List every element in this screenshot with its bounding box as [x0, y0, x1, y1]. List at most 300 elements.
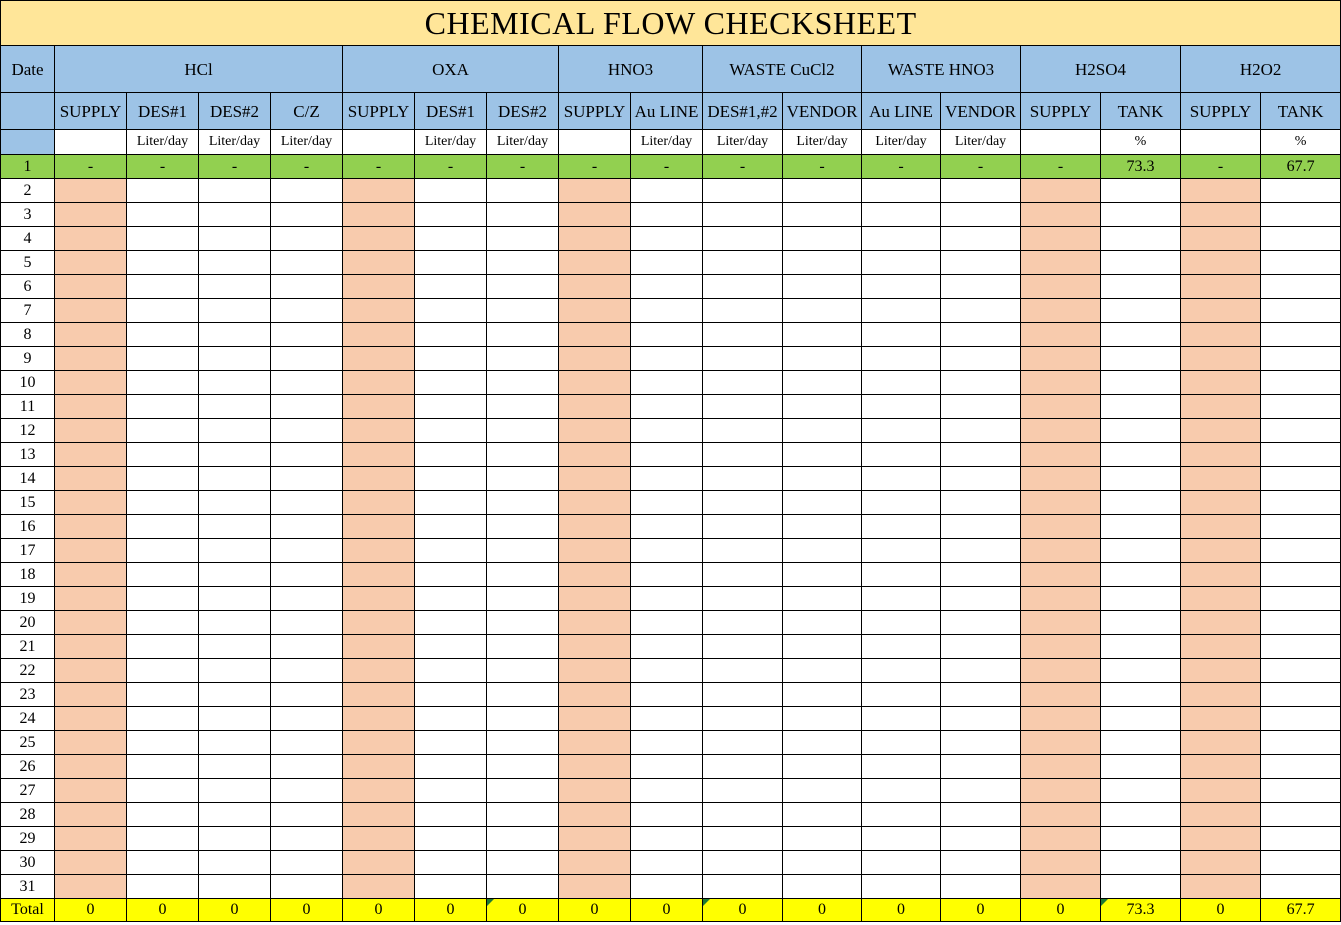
supply-input-cell[interactable] [55, 467, 127, 491]
input-cell[interactable] [862, 659, 941, 683]
input-cell[interactable] [1101, 371, 1181, 395]
input-cell[interactable] [127, 203, 199, 227]
supply-input-cell[interactable] [343, 539, 415, 563]
input-cell[interactable] [199, 587, 271, 611]
input-cell[interactable] [1101, 875, 1181, 899]
input-cell[interactable] [1261, 251, 1341, 275]
supply-input-cell[interactable] [559, 659, 631, 683]
supply-input-cell[interactable] [343, 827, 415, 851]
input-cell[interactable] [199, 395, 271, 419]
input-cell[interactable] [941, 683, 1021, 707]
supply-input-cell[interactable] [559, 851, 631, 875]
input-cell[interactable] [783, 755, 862, 779]
input-cell[interactable] [862, 563, 941, 587]
input-cell[interactable] [199, 659, 271, 683]
input-cell[interactable] [783, 779, 862, 803]
supply-input-cell[interactable] [1021, 419, 1101, 443]
input-cell[interactable] [631, 731, 703, 755]
input-cell[interactable] [271, 443, 343, 467]
input-cell[interactable] [415, 803, 487, 827]
input-cell[interactable] [487, 275, 559, 299]
input-cell[interactable] [1261, 659, 1341, 683]
supply-input-cell[interactable] [1021, 635, 1101, 659]
input-cell[interactable] [487, 443, 559, 467]
input-cell[interactable] [862, 587, 941, 611]
input-cell[interactable] [703, 323, 783, 347]
supply-input-cell[interactable] [559, 587, 631, 611]
supply-input-cell[interactable] [55, 395, 127, 419]
supply-input-cell[interactable] [1021, 611, 1101, 635]
input-cell[interactable] [199, 563, 271, 587]
input-cell[interactable] [127, 467, 199, 491]
input-cell[interactable] [1101, 419, 1181, 443]
input-cell[interactable] [862, 467, 941, 491]
supply-input-cell[interactable] [1021, 467, 1101, 491]
input-cell[interactable] [1261, 755, 1341, 779]
input-cell[interactable] [1261, 443, 1341, 467]
value-cell[interactable]: - [941, 155, 1021, 179]
input-cell[interactable] [1261, 779, 1341, 803]
input-cell[interactable] [271, 611, 343, 635]
input-cell[interactable] [199, 443, 271, 467]
input-cell[interactable] [271, 635, 343, 659]
value-cell[interactable]: 67.7 [1261, 155, 1341, 179]
input-cell[interactable] [703, 707, 783, 731]
input-cell[interactable] [783, 875, 862, 899]
input-cell[interactable] [487, 251, 559, 275]
supply-input-cell[interactable] [559, 179, 631, 203]
input-cell[interactable] [487, 395, 559, 419]
input-cell[interactable] [862, 827, 941, 851]
input-cell[interactable] [1261, 323, 1341, 347]
supply-input-cell[interactable] [559, 419, 631, 443]
input-cell[interactable] [487, 203, 559, 227]
input-cell[interactable] [1261, 875, 1341, 899]
input-cell[interactable] [487, 371, 559, 395]
value-cell[interactable]: - [127, 155, 199, 179]
supply-input-cell[interactable] [559, 371, 631, 395]
input-cell[interactable] [1261, 683, 1341, 707]
supply-input-cell[interactable] [55, 779, 127, 803]
supply-input-cell[interactable] [559, 515, 631, 539]
input-cell[interactable] [703, 515, 783, 539]
supply-input-cell[interactable] [1021, 443, 1101, 467]
input-cell[interactable] [862, 779, 941, 803]
supply-input-cell[interactable] [1181, 443, 1261, 467]
input-cell[interactable] [199, 467, 271, 491]
input-cell[interactable] [1101, 323, 1181, 347]
input-cell[interactable] [703, 635, 783, 659]
input-cell[interactable] [1101, 539, 1181, 563]
supply-input-cell[interactable] [55, 515, 127, 539]
supply-input-cell[interactable] [1021, 587, 1101, 611]
input-cell[interactable] [862, 803, 941, 827]
input-cell[interactable] [631, 491, 703, 515]
input-cell[interactable] [199, 779, 271, 803]
supply-input-cell[interactable] [55, 659, 127, 683]
input-cell[interactable] [127, 851, 199, 875]
supply-input-cell[interactable] [55, 371, 127, 395]
supply-input-cell[interactable] [559, 563, 631, 587]
input-cell[interactable] [631, 683, 703, 707]
supply-input-cell[interactable] [1181, 203, 1261, 227]
input-cell[interactable] [271, 179, 343, 203]
input-cell[interactable] [487, 419, 559, 443]
supply-input-cell[interactable] [343, 491, 415, 515]
input-cell[interactable] [1101, 395, 1181, 419]
input-cell[interactable] [1261, 827, 1341, 851]
input-cell[interactable] [271, 515, 343, 539]
input-cell[interactable] [1101, 203, 1181, 227]
supply-input-cell[interactable] [343, 683, 415, 707]
supply-input-cell[interactable] [1181, 539, 1261, 563]
input-cell[interactable] [631, 707, 703, 731]
supply-input-cell[interactable] [1021, 227, 1101, 251]
input-cell[interactable] [703, 611, 783, 635]
supply-input-cell[interactable] [1181, 227, 1261, 251]
input-cell[interactable] [127, 707, 199, 731]
supply-input-cell[interactable] [343, 755, 415, 779]
input-cell[interactable] [941, 731, 1021, 755]
input-cell[interactable] [703, 587, 783, 611]
value-cell[interactable]: - [199, 155, 271, 179]
input-cell[interactable] [199, 227, 271, 251]
input-cell[interactable] [415, 755, 487, 779]
supply-input-cell[interactable] [1181, 515, 1261, 539]
value-cell[interactable]: 73.3 [1101, 155, 1181, 179]
supply-input-cell[interactable] [559, 875, 631, 899]
input-cell[interactable] [862, 419, 941, 443]
supply-input-cell[interactable] [1021, 371, 1101, 395]
supply-input-cell[interactable] [1181, 611, 1261, 635]
input-cell[interactable] [415, 419, 487, 443]
input-cell[interactable] [862, 299, 941, 323]
supply-input-cell[interactable] [1181, 251, 1261, 275]
input-cell[interactable] [1101, 563, 1181, 587]
input-cell[interactable] [1261, 203, 1341, 227]
input-cell[interactable] [415, 731, 487, 755]
supply-input-cell[interactable] [1021, 491, 1101, 515]
supply-input-cell[interactable] [559, 323, 631, 347]
input-cell[interactable] [127, 371, 199, 395]
value-cell[interactable]: - [783, 155, 862, 179]
value-cell[interactable]: - [271, 155, 343, 179]
supply-input-cell[interactable] [343, 659, 415, 683]
supply-input-cell[interactable] [55, 563, 127, 587]
input-cell[interactable] [271, 827, 343, 851]
supply-input-cell[interactable] [559, 467, 631, 491]
supply-input-cell[interactable] [1181, 779, 1261, 803]
input-cell[interactable] [703, 539, 783, 563]
input-cell[interactable] [271, 707, 343, 731]
input-cell[interactable] [127, 419, 199, 443]
supply-input-cell[interactable] [343, 419, 415, 443]
input-cell[interactable] [127, 491, 199, 515]
value-cell[interactable]: - [559, 155, 631, 179]
input-cell[interactable] [271, 803, 343, 827]
input-cell[interactable] [271, 755, 343, 779]
input-cell[interactable] [415, 707, 487, 731]
supply-input-cell[interactable] [343, 299, 415, 323]
input-cell[interactable] [1261, 299, 1341, 323]
input-cell[interactable] [127, 443, 199, 467]
supply-input-cell[interactable] [343, 515, 415, 539]
input-cell[interactable] [631, 515, 703, 539]
input-cell[interactable] [1101, 251, 1181, 275]
input-cell[interactable] [783, 275, 862, 299]
supply-input-cell[interactable] [559, 203, 631, 227]
supply-input-cell[interactable] [1021, 515, 1101, 539]
input-cell[interactable] [631, 443, 703, 467]
input-cell[interactable] [127, 683, 199, 707]
input-cell[interactable] [415, 299, 487, 323]
input-cell[interactable] [941, 635, 1021, 659]
input-cell[interactable] [271, 659, 343, 683]
input-cell[interactable] [631, 395, 703, 419]
input-cell[interactable] [127, 539, 199, 563]
input-cell[interactable] [631, 323, 703, 347]
input-cell[interactable] [127, 227, 199, 251]
input-cell[interactable] [415, 227, 487, 251]
supply-input-cell[interactable] [559, 683, 631, 707]
supply-input-cell[interactable] [343, 875, 415, 899]
supply-input-cell[interactable] [1181, 731, 1261, 755]
input-cell[interactable] [703, 395, 783, 419]
input-cell[interactable] [703, 659, 783, 683]
input-cell[interactable] [703, 227, 783, 251]
input-cell[interactable] [487, 227, 559, 251]
supply-input-cell[interactable] [55, 803, 127, 827]
value-cell[interactable]: - [415, 155, 487, 179]
supply-input-cell[interactable] [1181, 179, 1261, 203]
input-cell[interactable] [783, 683, 862, 707]
input-cell[interactable] [487, 179, 559, 203]
value-cell[interactable]: - [55, 155, 127, 179]
input-cell[interactable] [1101, 659, 1181, 683]
supply-input-cell[interactable] [343, 635, 415, 659]
input-cell[interactable] [415, 683, 487, 707]
input-cell[interactable] [271, 395, 343, 419]
input-cell[interactable] [941, 851, 1021, 875]
input-cell[interactable] [199, 635, 271, 659]
supply-input-cell[interactable] [343, 707, 415, 731]
input-cell[interactable] [487, 323, 559, 347]
supply-input-cell[interactable] [1021, 203, 1101, 227]
input-cell[interactable] [487, 299, 559, 323]
input-cell[interactable] [127, 347, 199, 371]
input-cell[interactable] [783, 707, 862, 731]
input-cell[interactable] [127, 563, 199, 587]
input-cell[interactable] [199, 875, 271, 899]
input-cell[interactable] [783, 515, 862, 539]
input-cell[interactable] [271, 275, 343, 299]
input-cell[interactable] [1101, 467, 1181, 491]
input-cell[interactable] [862, 227, 941, 251]
input-cell[interactable] [127, 635, 199, 659]
supply-input-cell[interactable] [55, 851, 127, 875]
input-cell[interactable] [199, 539, 271, 563]
input-cell[interactable] [271, 203, 343, 227]
input-cell[interactable] [783, 179, 862, 203]
input-cell[interactable] [941, 803, 1021, 827]
input-cell[interactable] [862, 275, 941, 299]
supply-input-cell[interactable] [1021, 755, 1101, 779]
input-cell[interactable] [1261, 491, 1341, 515]
input-cell[interactable] [415, 563, 487, 587]
input-cell[interactable] [631, 803, 703, 827]
input-cell[interactable] [783, 395, 862, 419]
input-cell[interactable] [271, 323, 343, 347]
supply-input-cell[interactable] [343, 275, 415, 299]
input-cell[interactable] [127, 659, 199, 683]
input-cell[interactable] [1261, 611, 1341, 635]
input-cell[interactable] [862, 491, 941, 515]
value-cell[interactable]: - [1181, 155, 1261, 179]
supply-input-cell[interactable] [559, 779, 631, 803]
input-cell[interactable] [703, 419, 783, 443]
input-cell[interactable] [487, 683, 559, 707]
input-cell[interactable] [703, 803, 783, 827]
supply-input-cell[interactable] [55, 491, 127, 515]
input-cell[interactable] [127, 275, 199, 299]
input-cell[interactable] [862, 443, 941, 467]
input-cell[interactable] [941, 443, 1021, 467]
input-cell[interactable] [783, 827, 862, 851]
input-cell[interactable] [271, 851, 343, 875]
input-cell[interactable] [631, 539, 703, 563]
supply-input-cell[interactable] [55, 323, 127, 347]
input-cell[interactable] [631, 251, 703, 275]
supply-input-cell[interactable] [559, 251, 631, 275]
supply-input-cell[interactable] [1021, 323, 1101, 347]
input-cell[interactable] [199, 683, 271, 707]
input-cell[interactable] [199, 755, 271, 779]
input-cell[interactable] [703, 827, 783, 851]
supply-input-cell[interactable] [1021, 563, 1101, 587]
input-cell[interactable] [941, 779, 1021, 803]
input-cell[interactable] [783, 467, 862, 491]
input-cell[interactable] [1101, 515, 1181, 539]
supply-input-cell[interactable] [559, 491, 631, 515]
supply-input-cell[interactable] [1021, 659, 1101, 683]
input-cell[interactable] [783, 299, 862, 323]
input-cell[interactable] [1101, 275, 1181, 299]
supply-input-cell[interactable] [343, 203, 415, 227]
input-cell[interactable] [631, 203, 703, 227]
supply-input-cell[interactable] [1181, 635, 1261, 659]
input-cell[interactable] [199, 851, 271, 875]
supply-input-cell[interactable] [1181, 419, 1261, 443]
input-cell[interactable] [415, 515, 487, 539]
input-cell[interactable] [415, 251, 487, 275]
supply-input-cell[interactable] [1181, 683, 1261, 707]
input-cell[interactable] [487, 347, 559, 371]
input-cell[interactable] [415, 275, 487, 299]
input-cell[interactable] [703, 851, 783, 875]
supply-input-cell[interactable] [55, 299, 127, 323]
input-cell[interactable] [487, 539, 559, 563]
input-cell[interactable] [415, 467, 487, 491]
input-cell[interactable] [1101, 227, 1181, 251]
input-cell[interactable] [1261, 347, 1341, 371]
input-cell[interactable] [127, 587, 199, 611]
supply-input-cell[interactable] [55, 755, 127, 779]
input-cell[interactable] [703, 563, 783, 587]
supply-input-cell[interactable] [343, 467, 415, 491]
supply-input-cell[interactable] [55, 203, 127, 227]
input-cell[interactable] [862, 347, 941, 371]
input-cell[interactable] [862, 251, 941, 275]
input-cell[interactable] [199, 611, 271, 635]
input-cell[interactable] [703, 779, 783, 803]
input-cell[interactable] [415, 779, 487, 803]
input-cell[interactable] [415, 851, 487, 875]
input-cell[interactable] [487, 491, 559, 515]
input-cell[interactable] [703, 347, 783, 371]
input-cell[interactable] [703, 299, 783, 323]
supply-input-cell[interactable] [1181, 875, 1261, 899]
input-cell[interactable] [199, 419, 271, 443]
supply-input-cell[interactable] [55, 611, 127, 635]
supply-input-cell[interactable] [55, 635, 127, 659]
input-cell[interactable] [487, 635, 559, 659]
input-cell[interactable] [631, 275, 703, 299]
supply-input-cell[interactable] [559, 803, 631, 827]
input-cell[interactable] [199, 371, 271, 395]
input-cell[interactable] [127, 803, 199, 827]
input-cell[interactable] [127, 731, 199, 755]
input-cell[interactable] [941, 323, 1021, 347]
input-cell[interactable] [487, 587, 559, 611]
input-cell[interactable] [941, 251, 1021, 275]
input-cell[interactable] [127, 299, 199, 323]
supply-input-cell[interactable] [1181, 395, 1261, 419]
input-cell[interactable] [862, 515, 941, 539]
supply-input-cell[interactable] [343, 443, 415, 467]
input-cell[interactable] [1261, 371, 1341, 395]
input-cell[interactable] [415, 203, 487, 227]
supply-input-cell[interactable] [1181, 659, 1261, 683]
supply-input-cell[interactable] [1021, 299, 1101, 323]
input-cell[interactable] [941, 419, 1021, 443]
input-cell[interactable] [127, 323, 199, 347]
supply-input-cell[interactable] [1021, 179, 1101, 203]
input-cell[interactable] [127, 779, 199, 803]
input-cell[interactable] [631, 227, 703, 251]
input-cell[interactable] [1101, 587, 1181, 611]
input-cell[interactable] [703, 371, 783, 395]
input-cell[interactable] [631, 755, 703, 779]
input-cell[interactable] [941, 659, 1021, 683]
input-cell[interactable] [862, 851, 941, 875]
value-cell[interactable]: - [343, 155, 415, 179]
supply-input-cell[interactable] [343, 803, 415, 827]
input-cell[interactable] [941, 587, 1021, 611]
supply-input-cell[interactable] [55, 731, 127, 755]
supply-input-cell[interactable] [343, 731, 415, 755]
input-cell[interactable] [415, 443, 487, 467]
supply-input-cell[interactable] [559, 443, 631, 467]
input-cell[interactable] [271, 299, 343, 323]
input-cell[interactable] [783, 323, 862, 347]
input-cell[interactable] [862, 683, 941, 707]
input-cell[interactable] [127, 395, 199, 419]
input-cell[interactable] [271, 419, 343, 443]
supply-input-cell[interactable] [55, 707, 127, 731]
supply-input-cell[interactable] [559, 707, 631, 731]
supply-input-cell[interactable] [343, 563, 415, 587]
input-cell[interactable] [1261, 563, 1341, 587]
